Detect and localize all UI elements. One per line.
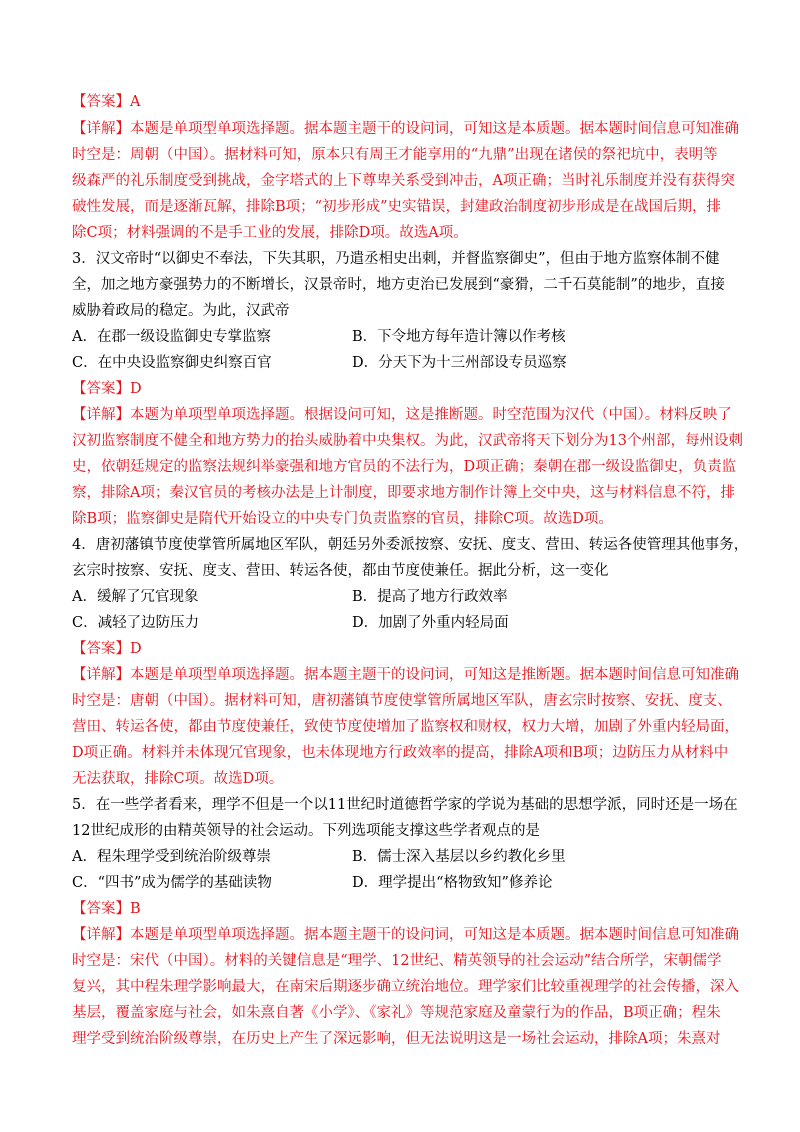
q4-explanation-line: 无法获取，排除C项。故选D项。 (72, 771, 284, 787)
q5-option-c: C．“四书”成为儒学的基础读物 (72, 875, 272, 891)
q5-explanation-line: 基层，覆盖家庭与社会，如朱熹自著《小学》、《家礼》等规范家庭及童蒙行为的作品，B项正确；程朱 (72, 1005, 721, 1021)
q2-explanation-line: 时空是：周朝（中国）。据材料可知，原本只有周王才能享用的“九鼎”出现在诸侯的祭祀坑中，表明等 (72, 147, 718, 163)
q5-option-d: D．理学提出“格物致知”修养论 (352, 875, 553, 891)
q2-explanation-line: 破性发展，而是逐渐瓦解，排除B项；“初步形成”史实错误，封建政治制度初步形成是在战国后期，排 (72, 199, 721, 215)
q3-explanation-line: 除B项；监察御史是隋代开始设立的中央专门负责监察的官员，排除C项。故选D项。 (72, 511, 613, 527)
q4-explanation-line: 营田、转运各使，都由节度使兼任，致使节度使增加了监察权和财权，权力大增，加剧了外重内轻局面， (72, 719, 739, 735)
q5-option-b: B．儒士深入基层以乡约教化乡里 (352, 849, 566, 865)
q5-option-a: A．程朱理学受到统治阶级尊崇 (72, 849, 271, 865)
q5-explanation-line: 复兴，其中程朱理学影响最大，在南宋后期逐步确立统治地位。理学家们比较重视理学的社会传播，深入 (72, 979, 739, 995)
q3-explanation-line: 【详解】本题为单项型单项选择题。根据设问可知，这是推断题。时空范围为汉代（中国）。材料反映了 (72, 407, 732, 423)
q4-explanation-line: D项正确。材料并未体现冗官现象，也未体现地方行政效率的提高，排除A项和B项；边防压力从材料中 (72, 745, 729, 761)
q2-explanation-line: 级森严的礼乐制度受到挑战，金字塔式的上下尊卑关系受到冲击，A项正确；当时礼乐制度并没有获得突 (72, 173, 735, 189)
q3-stem-line: 威胁着政局的稳定。为此，汉武帝 (72, 303, 290, 319)
q3-option-b: B．下令地方每年造计簿以作考核 (352, 329, 566, 345)
q4-explanation-line: 【详解】本题是单项型单项选择题。据本题主题干的设问词，可知这是推断题。据本题时间信息可知准确 (72, 667, 739, 683)
q5-answer: 【答案】B (72, 901, 141, 917)
q3-answer: 【答案】D (72, 381, 142, 397)
q3-stem-line: 全，加之地方豪强势力的不断增长，汉景帝时，地方吏治已发展到“豪猾，二千石莫能制”的地步，直接 (72, 277, 725, 293)
q4-option-b: B．提高了地方行政效率 (352, 589, 508, 605)
q5-stem-line: 5．在一些学者看来，理学不但是一个以11世纪时道德哲学家的学说为基础的思想学派，同时还是一场在 (72, 797, 738, 813)
q3-explanation-line: 史，依朝廷规定的监察法规纠举豪强和地方官员的不法行为，D项正确；秦朝在郡一级设监御史，负责监 (72, 459, 737, 475)
q4-option-c: C．减轻了边防压力 (72, 615, 200, 631)
q4-answer: 【答案】D (72, 641, 142, 657)
q3-option-d: D．分天下为十三州部设专员巡察 (352, 355, 567, 371)
q3-explanation-line: 汉初监察制度不健全和地方势力的抬头威胁着中央集权。为此，汉武帝将天下划分为13个州部，每州设刺 (72, 433, 743, 449)
q4-option-a: A．缓解了冗官现象 (72, 589, 199, 605)
q5-explanation-line: 理学受到统治阶级尊崇，在历史上产生了深远影响，但无法说明这是一场社会运动，排除A项；朱熹对 (72, 1031, 721, 1047)
q3-option-c: C．在中央设监察御史纠察百官 (72, 355, 272, 371)
q4-stem-line: 玄宗时按察、安抚、度支、营田、转运各使，都由节度使兼任。据此分析，这一变化 (72, 563, 609, 579)
q3-stem-line: 3．汉文帝时“以御史不奉法，下失其职，乃遣丞相史出刺，并督监察御史”，但由于地方监察体制不健 (72, 251, 720, 267)
q5-stem-line: 12世纪成形的由精英领导的社会运动。下列选项能支撑这些学者观点的是 (72, 823, 540, 839)
q3-explanation-line: 察，排除A项；秦汉官员的考核办法是上计制度，即要求地方制作计簿上交中央，这与材料信息不符，排 (72, 485, 735, 501)
q4-option-d: D．加剧了外重内轻局面 (352, 615, 509, 631)
q4-explanation-line: 时空是：唐朝（中国）。据材料可知，唐初藩镇节度使掌管所属地区军队，唐玄宗时按察、安抚、度支、 (72, 693, 732, 709)
q3-option-a: A．在郡一级设监御史专掌监察 (72, 329, 271, 345)
q5-explanation-line: 【详解】本题是单项型单项选择题。据本题主题干的设问词，可知这是本质题。据本题时间信息可知准确 (72, 927, 739, 943)
q2-answer: 【答案】A (72, 94, 141, 110)
q2-explanation-line: 【详解】本题是单项型单项选择题。据本题主题干的设问词，可知这是本质题。据本题时间信息可知准确 (72, 121, 739, 137)
q4-stem-line: 4．唐初藩镇节度使掌管所属地区军队，朝廷另外委派按察、安抚、度支、营田、转运各使管理其他事务， (72, 537, 749, 553)
q5-explanation-line: 时空是：宋代（中国）。材料的关键信息是“理学、12世纪、精英领导的社会运动”结合所学，宋朝儒学 (72, 953, 722, 969)
q2-explanation-line: 除C项；材料强调的不是手工业的发展，排除D项。故选A项。 (72, 225, 468, 241)
